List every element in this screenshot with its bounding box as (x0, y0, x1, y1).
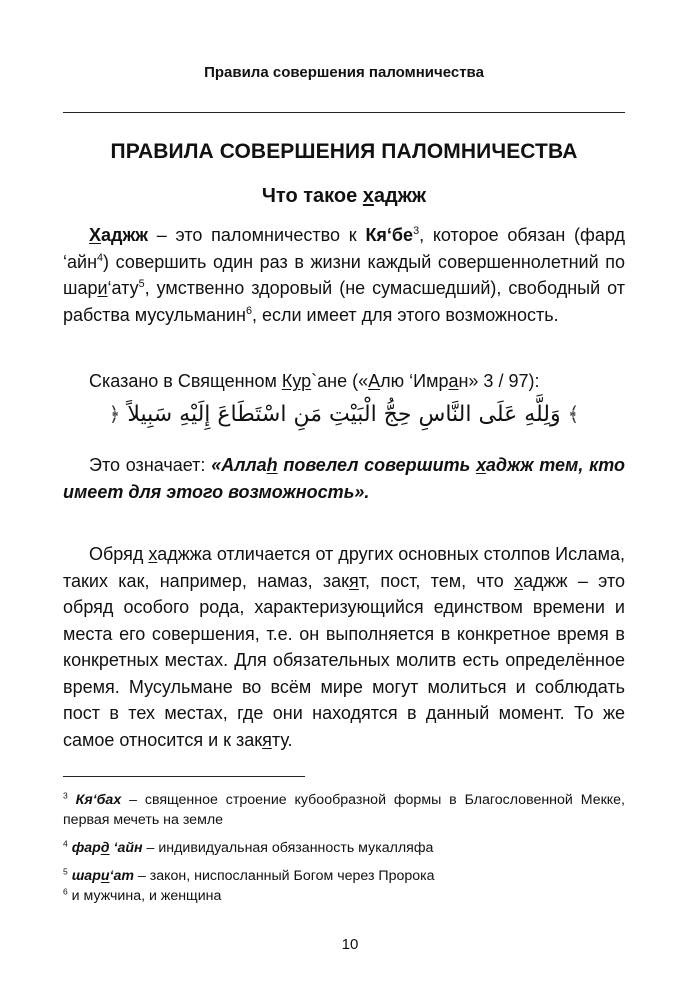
footnote-3-number: 3 (63, 790, 68, 801)
page-title: ПРАВИЛА СОВЕРШЕНИЯ ПАЛОМНИЧЕСТВА (110, 140, 578, 163)
footnote-5-term-post: ‘ат (109, 868, 134, 884)
footnote-4-term-post: ‘айн (109, 840, 143, 856)
kaaba-term: Кя‘бе (365, 225, 414, 245)
p4-text-4: аджж – это обряд особого рода, характеризующийся единством времени и места его совершения, т.е. он выполняется в конкретное время в конкретных местах. Для обязательных молитв есть определённое время. Мусульмане во всём мире могут молиться и соблюдать пост в тех местах, где они находятся в данный момент. То же самое относится и к зак (63, 570, 625, 750)
p2-text-1: Сказано в Священном (89, 371, 282, 391)
p4-underlined-ya: я (349, 570, 359, 591)
paragraph-meaning (63, 452, 625, 505)
footnote-4-term-underlined: д (100, 840, 110, 856)
p3-underlined-h: h (266, 455, 278, 475)
footnote-4 (63, 838, 625, 858)
p1-text-1: – это паломничество к (147, 225, 366, 245)
p1-underlined-d: д (614, 225, 625, 245)
p1-text-2b: ‘айн (63, 251, 98, 272)
p2-text-3: лю ‘Имр (380, 371, 449, 391)
quran-verse (63, 402, 625, 427)
p3-text-1: Это означает: (89, 455, 212, 475)
footnote-5-term-underlined: и (100, 868, 110, 884)
p4-underlined-x2: х (514, 570, 523, 591)
p4-text-1: Обряд (89, 544, 149, 564)
footnote-divider (63, 776, 305, 777)
footnote-3-text: – священное строение кубообразной формы в Благословенной Мекке, первая мечеть на земле (63, 792, 625, 828)
p1-text-3b: ‘ату (107, 278, 139, 298)
p3-bold-3: аджж тем, кто имеет для этого возможность». (63, 455, 625, 502)
p4-underlined-ya2: я (262, 729, 272, 750)
p4-underlined-x1: х (148, 544, 158, 564)
footnote-ref-4[interactable]: 4 (97, 251, 104, 264)
p2-underlined-kur: Кур (281, 371, 312, 391)
footnote-3-term: Кя‘бах (75, 792, 122, 808)
p4-text-2: аджжа отличается от других основных столпов Ислама, таких как, например, намаз, зак (63, 544, 625, 591)
p4-text-3: т, пост, тем, что (358, 570, 515, 591)
paragraph-quran-intro (63, 368, 625, 395)
footnote-6-number: 6 (63, 886, 68, 897)
p4-text-5: ту. (271, 729, 293, 750)
subtitle-post: аджж (373, 185, 427, 207)
p1-text-3: ) совершить один раз в жизни каждый совершеннолетний по шар (63, 251, 625, 298)
footnote-5-term-pre: шар (71, 868, 101, 884)
footnote-4-text: – индивидуальная обязанность мукалляфа (142, 840, 434, 856)
running-header: Правила совершения паломничества (204, 64, 484, 81)
term-underlined: Х (89, 225, 102, 245)
p3-bold-2: повелел совершить (277, 455, 477, 475)
subtitle-pre: Что такое (261, 185, 363, 207)
footnote-5 (63, 866, 625, 886)
footnote-6-text: и мужчина, и женщина (67, 888, 222, 904)
p1-text-2: , которое обязан (фар (419, 225, 615, 245)
footnote-6 (63, 886, 625, 906)
page-number: 10 (341, 936, 359, 953)
p3-bold-1: «Алла (211, 455, 267, 475)
footnote-ref-6[interactable]: 6 (245, 304, 252, 317)
footnote-5-text: – закон, ниспосланный Богом через Пророка (133, 868, 435, 884)
paragraph-rite (63, 541, 625, 753)
ornate-bracket-open: ﴿ (108, 402, 121, 426)
p1-text-5: , если имеет для этого возможность. (251, 304, 559, 325)
footnote-3 (63, 790, 625, 830)
footnote-5-number: 5 (63, 866, 68, 877)
header-divider (63, 112, 625, 113)
ornate-bracket-close: ﴾ (567, 402, 580, 426)
subtitle-underlined: х (362, 185, 374, 207)
p2-underlined-a2: а (448, 371, 459, 391)
footnote-ref-5[interactable]: 5 (138, 278, 145, 290)
paragraph-definition (63, 222, 625, 328)
p2-underlined-a: А (368, 371, 381, 391)
p2-text-4: н» 3 / 97): (458, 371, 540, 391)
p3-underlined-x: х (476, 455, 486, 475)
section-subtitle (63, 185, 625, 208)
term-rest: аджж (101, 225, 148, 245)
quran-verse-text: وَلِلَّهِ عَلَى النَّاسِ حِجُّ الْبَيْتِ مَنِ اسْتَطَاعَ إِلَيْهِ سَبِيلاً (127, 402, 561, 427)
p1-underlined-i: и (97, 278, 108, 298)
footnote-4-number: 4 (63, 838, 68, 849)
p1-text-4: , умственно здоровый (не сумасшедший), свободный от рабства мусульманин (63, 278, 625, 325)
p2-text-2: `ане (« (311, 371, 369, 391)
footnote-ref-3[interactable]: 3 (413, 225, 420, 237)
footnote-4-term-pre: фар (71, 840, 101, 856)
